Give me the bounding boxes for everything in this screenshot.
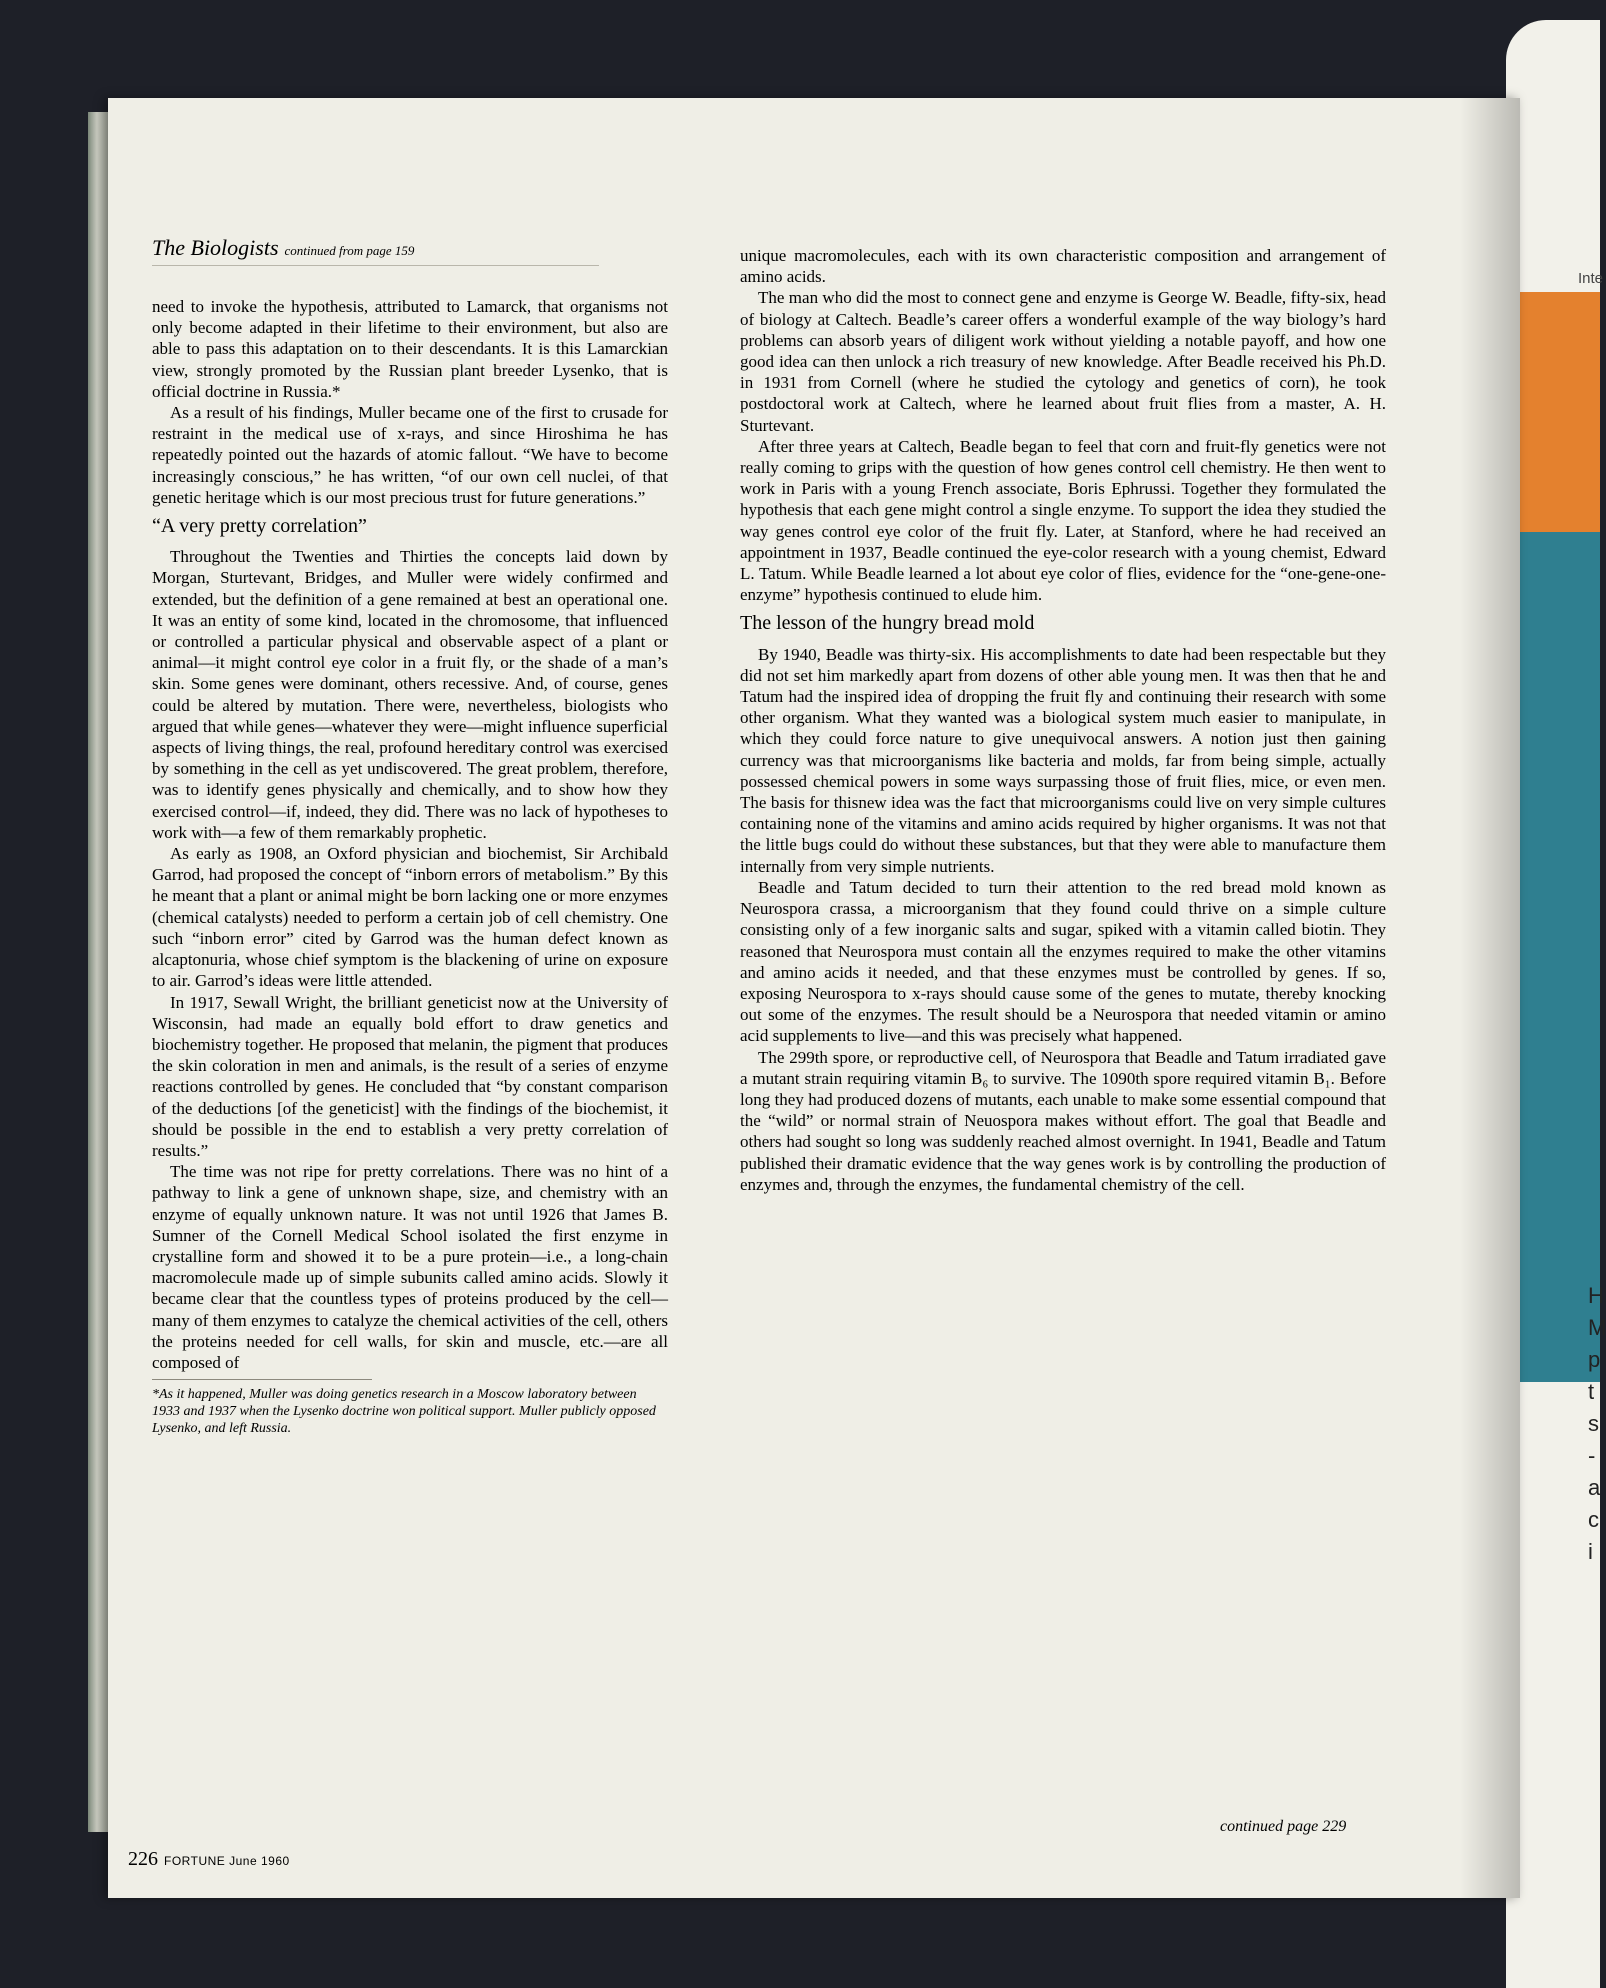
section-heading: “A very pretty correlation”	[152, 515, 367, 538]
adjacent-page-text-fragment: H M p t s - a c i	[1588, 1283, 1606, 1564]
paragraph: As early as 1908, an Oxford physician and biochemist, Sir Archibald Garrod, had proposed the concept of “inborn errors of metabolism.” By this he meant that a plant or animal might be born lacking one or more enzymes (chemical catalysts) needed to perform a certain job of cell chemistry. One such “inborn error” cited by Garrod was the human defect known as alcaptonuria, whose chief symptom is the blackening of urine on exposure to air. Garrod’s ideas were little attended.	[152, 844, 668, 991]
continued-note: continued page 229	[1220, 1818, 1347, 1835]
paragraph: The man who did the most to connect gene and enzyme is George W. Beadle, fifty-six, head of biology at Caltech. Beadle’s career offers a wonderful example of the way biology’s hard problems can absorb years of diligent work without yielding a notable payoff, and how one good idea can then unlock a rich treasury of new knowledge. After Beadle received his Ph.D. in 1931 from Cornell (where he studied the cytology and genetics of corn), he took postdoctoral work at Caltech, where he learned about fruit flies from a master, A. H. Sturtevant.	[740, 288, 1386, 435]
page-stack-edge	[88, 112, 110, 1832]
paragraph: need to invoke the hypothesis, attributed to Lamarck, that organisms not only become adapted in their lifetime to their environment, but also are able to pass this adaptation on to their descendants. It is this Lamarckian view, strongly promoted by the Russian plant breeder Lysenko, that is official doctrine in Russia.*	[152, 297, 668, 401]
paragraph: In 1917, Sewall Wright, the brilliant geneticist now at the University of Wisconsin, had made an equally bold effort to draw genetics and biochemistry together. He proposed that melanin, the pigment that produces the skin coloration in men and animals, is the result of a series of enzyme reactions controlled by genes. He concluded that “by constant comparison of the deductions [of the geneticist] with the findings of the biochemist, it should be possible in the end to establish a very pretty correlation of results.”	[152, 992, 669, 1160]
footnote-rule	[152, 1379, 372, 1380]
paragraph: Beadle and Tatum decided to turn their attention to the red bread mold known as Neurospora crassa, a microorganism that they found could thrive on a simple culture consisting only of a few inorganic salts and sugar, spiked with a vitamin called biotin. They reasoned that Neurospora must contain all the enzymes required to make the other vitamins and amino acids it needed, and that these enzymes must be controlled by genes. If so, exposing Neurospora to x-rays should cause some of the genes to mutate, thereby knocking out some of the enzymes. The result should be a Neurospora that needed vitamin or amino acid supplements to live—and this was precisely what happened.	[740, 877, 1386, 1046]
running-title: The Biologists	[152, 235, 279, 260]
running-continued: continued from page 159	[284, 243, 415, 258]
magazine-issue: FORTUNE June 1960	[164, 1854, 290, 1868]
adjacent-page	[1506, 20, 1606, 1988]
paragraph: The 299th spore, or reproductive cell, of Neurospora that Beadle and Tatum irradiated gave a mutant strain requiring vitamin B₆ to survive. The 1090th spore required vitamin B₁. Before long they had produced dozens of mutants, each unable to make some essential compound that the “wild” or normal strain of Neuospora makes without effort. The goal that Beadle and others had sought so long was suddenly reached almost overnight. In 1941, Beadle and Tatum published their dramatic evidence that the way genes work is by controlling the production of enzymes and, through the enzymes, the fundamental chemistry of the cell.	[740, 1047, 1386, 1194]
paragraph: After three years at Caltech, Beadle began to feel that corn and fruit-fly genetics were not really coming to grips with the question of how genes control cell chemistry. He then went to work in Paris with a young French associate, Boris Ephrussi. Together they formulated the hypothesis that each gene might control a single enzyme. To support the idea they studied the way genes control eye color of the fruit fly. Later, at Stanford, where he had received an appointment in 1937, Beadle continued the eye-color research with a young chemist, Edward L. Tatum. While Beadle learned a lot about eye color of flies, evidence for the “one-gene-one-enzyme” hypothesis continued to elude him.	[740, 436, 1386, 605]
paragraph: By 1940, Beadle was thirty-six. His accomplishments to date had been respectable but they did not set him markedly apart from dozens of other able young men. It was then that he and Tatum had the inspired idea of dropping the fruit fly and continuing their research with some other organism. What they wanted was a biological system much easier to manipulate, in which they could force nature to give unequivocal answers. A notion just then gaining currency was that microorganisms like bacteria and molds, far from being simple, actually possessed chemical powers in some ways surpassing those of fruit flies, mice, or even men. The basis for thisnew idea was the fact that microorganisms could live on very simple cultures containing none of the vitamins and amino acids required by higher organisms. It was not that the little bugs could do without these substances, but that they were able to manufacture them internally from very simple nutrients.	[740, 644, 1386, 876]
paragraph: As a result of his findings, Muller became one of the first to crusade for restraint in the medical use of x-rays, and since Hiroshima he has repeatedly pointed out the hazards of atomic fallout. “We have to become increasingly conscious,” he has written, “of our own cell nuclei, of that genetic heritage which is our most precious trust for future generations.”	[152, 403, 668, 507]
section-heading: The lesson of the hungry bread mold	[740, 612, 1035, 635]
footnote: *As it happened, Muller was doing genetics research in a Moscow laboratory between 1933 and 1937 when the Lysenko doctrine won political support. Muller publicly opposed Lysenko, and left Russia.	[152, 1387, 656, 1437]
right-column	[740, 245, 1386, 1195]
paragraph: The time was not ripe for pretty correlations. There was no hint of a pathway to link a gene of unknown shape, size, and chemistry with an enzyme of equally unknown nature. It was not until 1926 that James B. Sumner of the Cornell Medical School isolated the first enzyme in crystalline form and showed it to be a pure protein—i.e., a long-chain macromolecule made up of simple subunits called amino acids. Slowly it became clear that the countless types of proteins produced by the cell—many of them enzymes to catalyze the chemical activities of the cell, others the proteins needed for cell walls, for skin and muscle, etc.—are all composed of	[152, 1162, 668, 1372]
paragraph: unique macromolecules, each with its own characteristic composition and arrangement of amino acids.	[740, 246, 1386, 287]
page-folio	[128, 1848, 290, 1871]
page-number: 226	[128, 1848, 158, 1870]
adjacent-page-header: Inte	[1578, 270, 1604, 287]
adjacent-page-orange-illustration	[1514, 292, 1600, 532]
paragraph: Throughout the Twenties and Thirties the concepts laid down by Morgan, Sturtevant, Bridges, and Muller were widely confirmed and extended, but the definition of a gene remained at best an operational one. It was an entity of some kind, located in the chromosome, that influenced or controlled a particular physical and observable aspect of a plant or animal—it might control eye color in a fruit fly, or the shade of a man’s skin. Some genes were dominant, others recessive. And, of course, genes could be altered by mutation. There were, nevertheless, biologists who argued that while genes—whatever they were—might influence superficial aspects of living things, the real, profound hereditary control was exercised by something in the cell as yet undiscovered. The great problem, therefore, was to identify genes physically and chemically, and to show how they exercised control—if, indeed, they did. There was no lack of hypotheses to work with—a few of them remarkably prophetic.	[152, 547, 668, 842]
running-head	[152, 235, 599, 266]
page-gutter-shadow	[1460, 98, 1520, 1898]
adjacent-page-teal-panel	[1514, 532, 1600, 1382]
